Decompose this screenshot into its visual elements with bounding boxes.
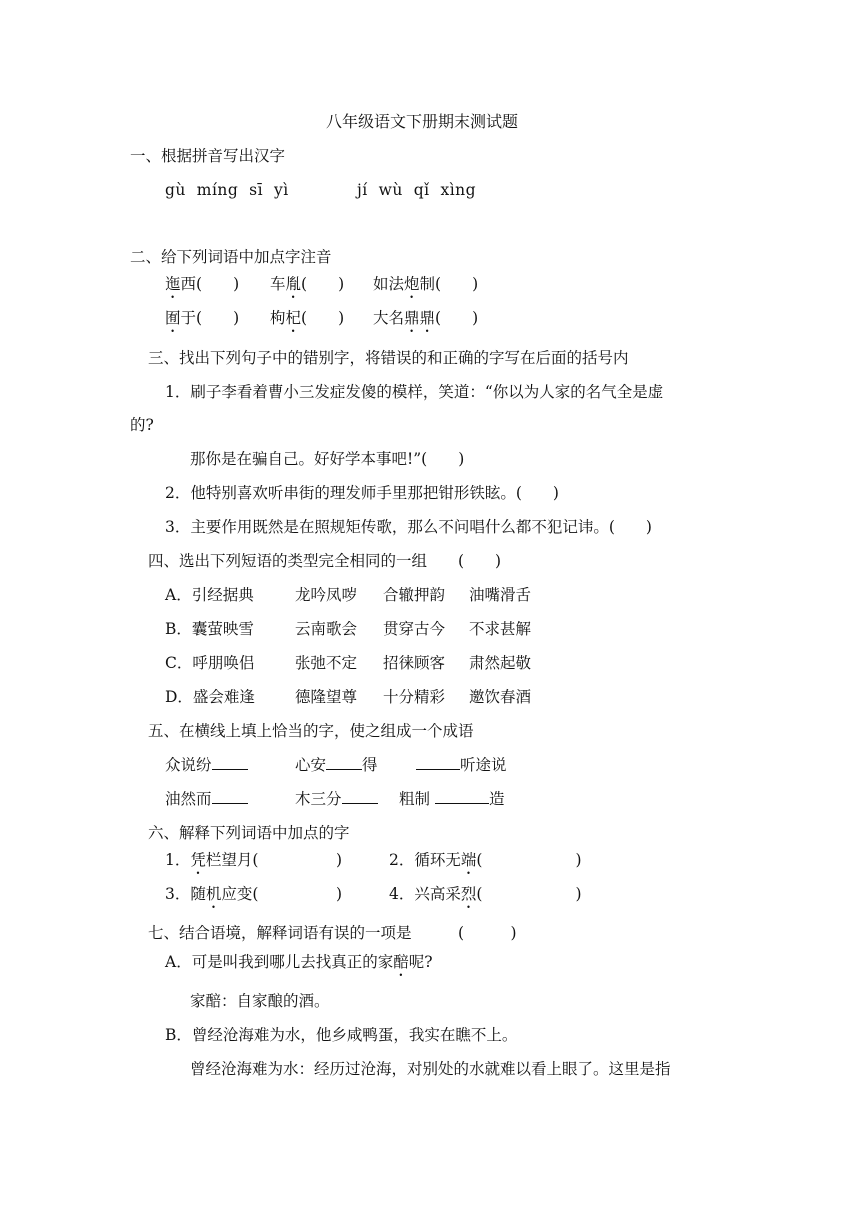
option-item: 油嘴滑舌: [469, 586, 532, 604]
blank-line[interactable]: [326, 755, 362, 770]
blank-line[interactable]: [416, 755, 460, 770]
option-item: 不求甚解: [469, 620, 532, 638]
question-1-line-2: 的?: [130, 416, 154, 434]
section-2-heading: 二、给下列词语中加点字注音: [130, 248, 332, 266]
page-title: 八年级语文下册期末测试题: [326, 112, 519, 131]
pinyin-group-1: gù míng sī yì: [165, 181, 289, 199]
option-item: 十分精彩: [383, 688, 446, 706]
dotted-char: 醅: [393, 953, 409, 971]
option-item: 张弛不定: [295, 654, 358, 672]
question-3: 3．主要作用既然是在照规矩传歌，那么不问唱什么都不犯记讳。( ): [165, 518, 652, 536]
option-item: 合辙押韵: [383, 586, 446, 604]
option-label: B．囊萤映雪: [165, 620, 254, 638]
annotate-item: 枸杞( ): [270, 309, 345, 327]
dotted-char: 囿: [165, 309, 181, 327]
option-label: C．呼朋唤侣: [165, 654, 255, 672]
option-item: 招徕顾客: [383, 654, 446, 672]
question-1-line-1: 1．刷子李看着曹小三发症发傻的模样，笑道：“你以为人家的名气全是虚: [165, 383, 664, 401]
option-item: 邀饮春酒: [469, 688, 532, 706]
pinyin-group-2: jí wù qǐ xìng: [357, 181, 477, 199]
option-item: 云南歌会: [295, 620, 358, 638]
section-7-heading: 七、结合语境，解释词语有误的一项是 ( ): [148, 924, 517, 942]
question-2: 2．他特别喜欢听串街的理发师手里那把钳形铁眩。( ): [165, 484, 559, 502]
dotted-char: 机: [205, 885, 222, 903]
section-4-heading: 四、选出下列短语的类型完全相同的一组 ( ): [148, 552, 502, 570]
dotted-char: 端: [460, 851, 477, 869]
annotate-item: 迤西( ): [165, 275, 240, 293]
section-6-heading: 六、解释下列词语中加点的字: [148, 824, 350, 842]
dotted-char: 炮: [404, 275, 420, 293]
blank-line[interactable]: [342, 789, 378, 804]
option-item: 龙吟凤哕: [295, 586, 358, 604]
idiom-fill: 心安 得: [295, 756, 378, 774]
idiom-fill: 听途说: [416, 754, 507, 776]
explain-item: 3．随机应变( ): [165, 885, 343, 903]
option-label: D．盛会难逢: [165, 688, 255, 706]
option-b-sentence: B．曾经沧海难为水，他乡咸鸭蛋，我实在瞧不上。: [165, 1026, 518, 1044]
section-5-heading: 五、在横线上填上恰当的字，使之组成一个成语: [148, 722, 474, 740]
option-label: A．引经据典: [165, 586, 254, 604]
blank-line[interactable]: [435, 789, 489, 804]
explain-item: 2．循环无端( ): [389, 851, 582, 869]
idiom-fill: 粗制 造: [399, 790, 505, 808]
annotate-item: 如法炮制( ): [373, 275, 479, 293]
annotate-item: 车胤( ): [270, 275, 345, 293]
dotted-char: 胤: [285, 275, 302, 293]
idiom-fill: 众说纷: [165, 754, 248, 776]
section-1-heading: 一、根据拼音写出汉字: [130, 147, 286, 165]
annotate-item: 大名鼎鼎( ): [373, 309, 479, 327]
question-1-line-3: 那你是在骗自己。好好学本事吧!”( ): [190, 450, 465, 468]
blank-line[interactable]: [212, 755, 248, 770]
dotted-char: 杞: [285, 309, 302, 327]
blank-line[interactable]: [212, 789, 248, 804]
idiom-fill: 木三分: [295, 788, 378, 810]
option-item: 德隆望尊: [295, 688, 358, 706]
option-a-explanation: 家醅：自家酿的酒。: [190, 992, 330, 1010]
dotted-char: 烈: [460, 885, 477, 903]
explain-item: 1．凭栏望月( ): [165, 851, 342, 869]
idiom-fill: 油然而: [165, 788, 248, 810]
dotted-char: 迤: [165, 275, 181, 293]
option-item: 贯穿古今: [383, 620, 446, 638]
option-b-explanation: 曾经沧海难为水：经历过沧海，对别处的水就难以看上眼了。这里是指: [190, 1060, 671, 1078]
dotted-char: 凭: [190, 851, 206, 869]
annotate-item: 囿于( ): [165, 309, 240, 327]
option-a-sentence: A．可是叫我到哪儿去找真正的家醅呢?: [165, 953, 433, 971]
section-3-heading: 三、找出下列句子中的错别字，将错误的和正确的字写在后面的括号内: [148, 349, 629, 367]
option-item: 肃然起敬: [469, 654, 532, 672]
explain-item: 4．兴高采烈( ): [389, 885, 582, 903]
dotted-char: 鼎鼎: [404, 309, 436, 327]
